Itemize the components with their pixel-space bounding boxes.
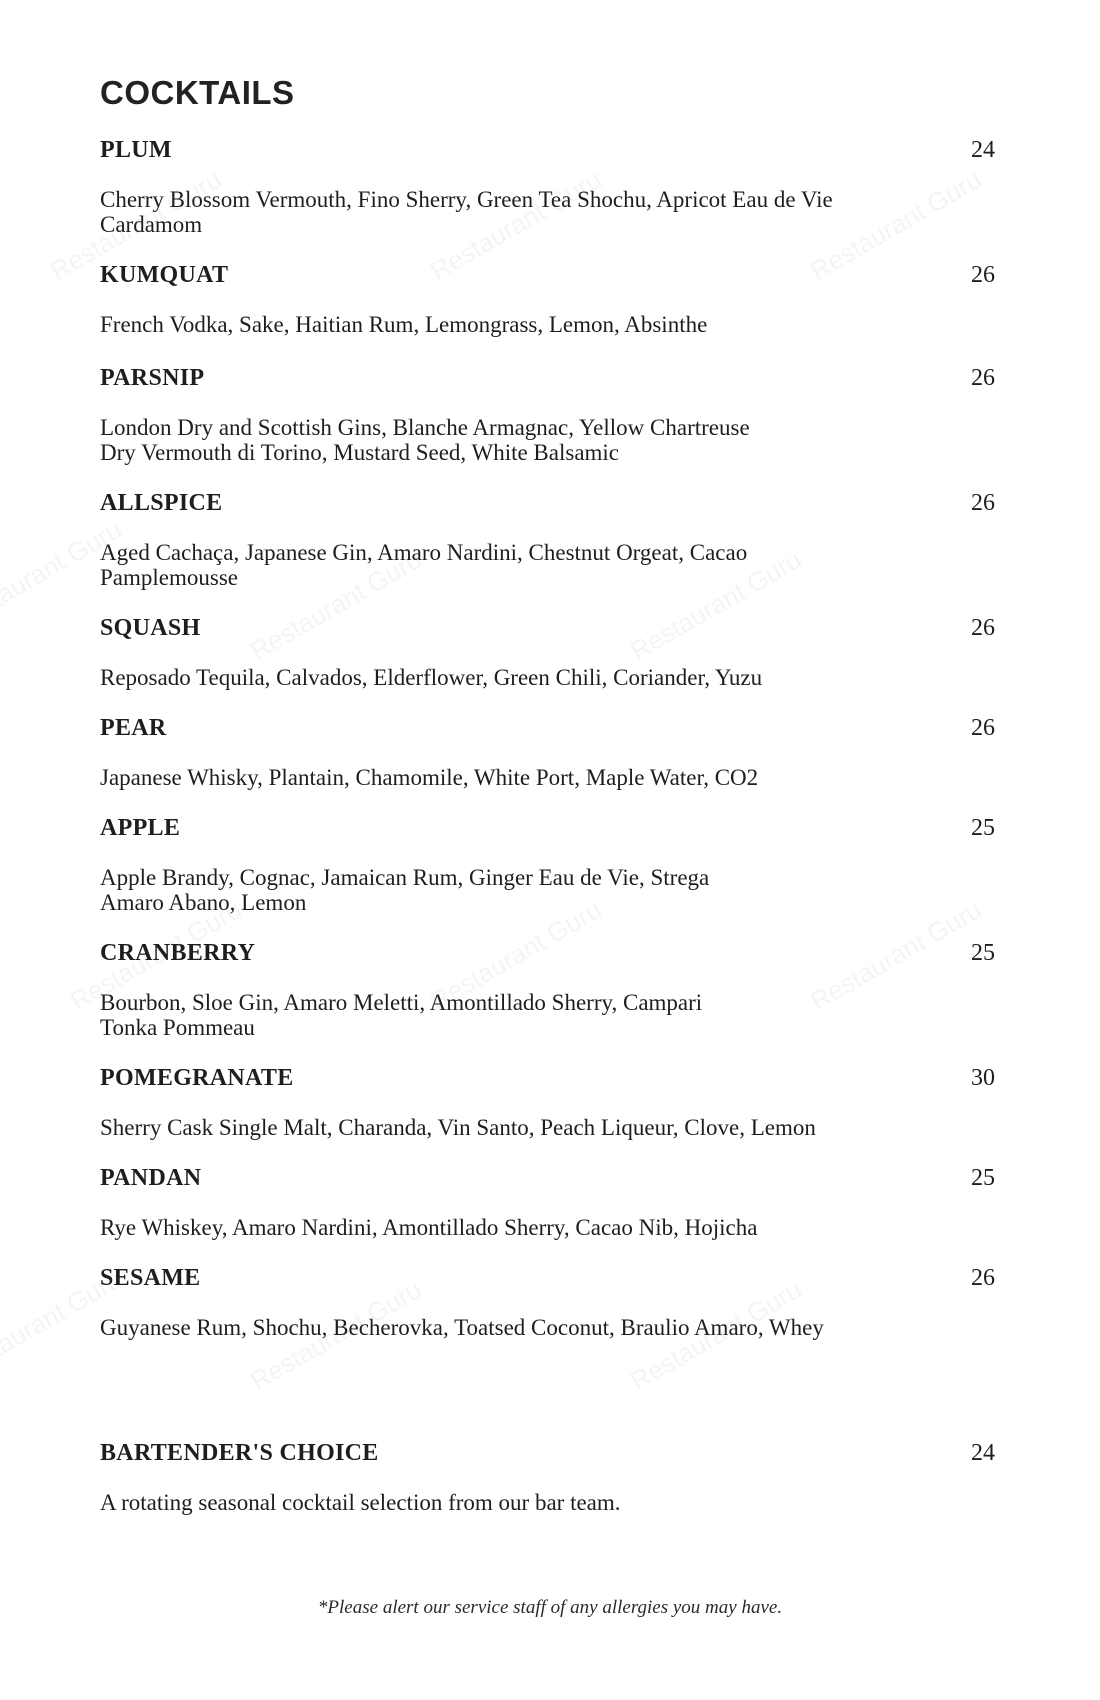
item-description bbox=[100, 1490, 980, 1515]
menu-item bbox=[100, 815, 995, 915]
description-line: Sherry Cask Single Malt, Charanda, Vin Santo, Peach Liqueur, Clove, Lemon bbox=[100, 1115, 816, 1140]
item-description bbox=[100, 1215, 980, 1240]
item-price: 26 bbox=[971, 715, 995, 741]
menu-item bbox=[100, 262, 995, 337]
description-line: Apple Brandy, Cognac, Jamaican Rum, Ginger Eau de Vie, Strega bbox=[100, 865, 710, 890]
item-price: 25 bbox=[971, 1165, 995, 1191]
item-name: ALLSPICE bbox=[100, 490, 223, 516]
description-line: Dry Vermouth di Torino, Mustard Seed, White Balsamic bbox=[100, 440, 620, 465]
item-description bbox=[100, 312, 980, 337]
item-price: 25 bbox=[971, 940, 995, 966]
item-price: 26 bbox=[971, 365, 995, 391]
description-line: Pamplemousse bbox=[100, 565, 238, 590]
item-description bbox=[100, 990, 980, 1040]
item-name: PARSNIP bbox=[100, 365, 205, 391]
menu-item bbox=[100, 137, 995, 237]
description-line: Reposado Tequila, Calvados, Elderflower, Green Chili, Coriander, Yuzu bbox=[100, 665, 763, 690]
item-price: 26 bbox=[971, 262, 995, 288]
description-line: Guyanese Rum, Shochu, Becherovka, Toatsed Coconut, Braulio Amaro, Whey bbox=[100, 1315, 824, 1340]
description-line: Cardamom bbox=[100, 212, 203, 237]
item-description bbox=[100, 187, 980, 237]
description-line: A rotating seasonal cocktail selection from our bar team. bbox=[100, 1490, 621, 1515]
item-description bbox=[100, 865, 980, 915]
description-line: Aged Cachaça, Japanese Gin, Amaro Nardini, Chestnut Orgeat, Cacao bbox=[100, 540, 748, 565]
item-price: 24 bbox=[971, 1440, 995, 1466]
item-description bbox=[100, 1115, 980, 1140]
item-description bbox=[100, 665, 980, 690]
item-price: 26 bbox=[971, 1265, 995, 1291]
description-line: Cherry Blossom Vermouth, Fino Sherry, Green Tea Shochu, Apricot Eau de Vie bbox=[100, 187, 833, 212]
item-price: 26 bbox=[971, 615, 995, 641]
menu-item bbox=[100, 1165, 995, 1240]
item-price: 30 bbox=[971, 1065, 995, 1091]
menu-item bbox=[100, 490, 995, 590]
allergy-note: *Please alert our service staff of any allergies you may have. bbox=[317, 1597, 783, 1618]
item-name: PANDAN bbox=[100, 1165, 202, 1191]
description-line: Tonka Pommeau bbox=[100, 1015, 255, 1040]
description-line: Japanese Whisky, Plantain, Chamomile, White Port, Maple Water, CO2 bbox=[100, 765, 759, 790]
item-name: SQUASH bbox=[100, 615, 201, 641]
item-description bbox=[100, 540, 980, 590]
menu-item bbox=[100, 615, 995, 690]
menu-item bbox=[100, 1440, 995, 1515]
description-line: Rye Whiskey, Amaro Nardini, Amontillado Sherry, Cacao Nib, Hojicha bbox=[100, 1215, 758, 1240]
item-price: 26 bbox=[971, 490, 995, 516]
item-name: CRANBERRY bbox=[100, 940, 256, 966]
menu-item bbox=[100, 1065, 995, 1140]
menu-title: COCKTAILS bbox=[100, 74, 295, 111]
item-name: BARTENDER'S CHOICE bbox=[100, 1440, 379, 1466]
item-name: SESAME bbox=[100, 1265, 201, 1291]
item-name: PLUM bbox=[100, 137, 172, 163]
item-description bbox=[100, 765, 980, 790]
item-name: POMEGRANATE bbox=[100, 1065, 294, 1091]
menu-item bbox=[100, 715, 995, 790]
item-description bbox=[100, 415, 980, 465]
item-name: PEAR bbox=[100, 715, 167, 741]
item-name: APPLE bbox=[100, 815, 181, 841]
menu-item bbox=[100, 1265, 995, 1340]
description-line: Bourbon, Sloe Gin, Amaro Meletti, Amontillado Sherry, Campari bbox=[100, 990, 703, 1015]
item-price: 25 bbox=[971, 815, 995, 841]
item-name: KUMQUAT bbox=[100, 262, 229, 288]
description-line: London Dry and Scottish Gins, Blanche Armagnac, Yellow Chartreuse bbox=[100, 415, 750, 440]
description-line: Amaro Abano, Lemon bbox=[100, 890, 307, 915]
item-price: 24 bbox=[971, 137, 995, 163]
menu-item bbox=[100, 365, 995, 465]
description-line: French Vodka, Sake, Haitian Rum, Lemongrass, Lemon, Absinthe bbox=[100, 312, 708, 337]
menu-item bbox=[100, 940, 995, 1040]
item-description bbox=[100, 1315, 980, 1340]
